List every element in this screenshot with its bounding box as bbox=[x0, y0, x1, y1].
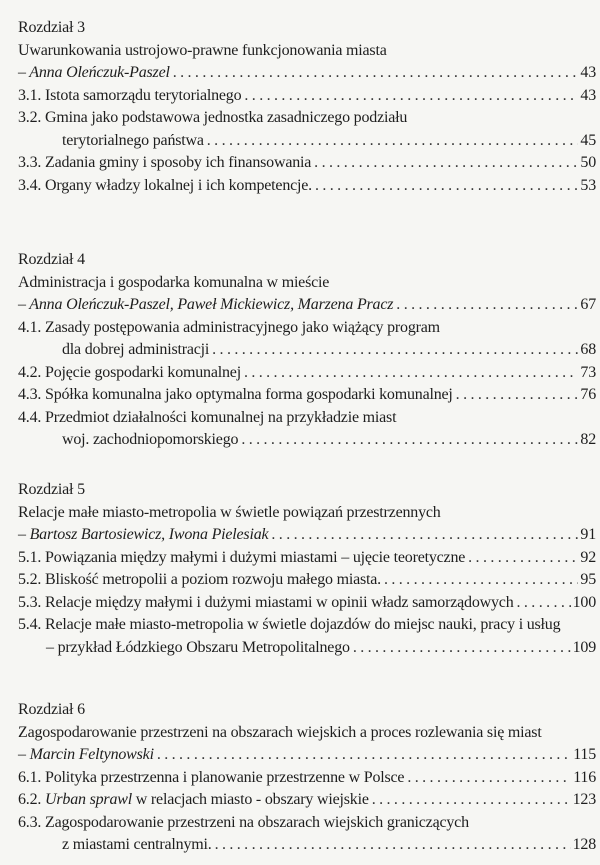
dot-leader bbox=[154, 744, 571, 767]
dot-leader bbox=[465, 547, 578, 570]
toc-entry-line bbox=[18, 614, 596, 637]
toc-entry-line bbox=[18, 569, 596, 592]
section-title: 4.2. Pojęcie gospodarki komunalnej bbox=[18, 363, 241, 381]
chapter-3 bbox=[18, 17, 596, 197]
chapter-author-row bbox=[18, 744, 596, 767]
dot-leader bbox=[393, 294, 578, 317]
chapter-title-row bbox=[18, 40, 596, 63]
dot-leader bbox=[311, 152, 578, 175]
section-title: 3.2. Gmina jako podstawowa jednostka zasadniczego podziału bbox=[18, 109, 408, 126]
section-title: 6.1. Polityka przestrzenna i planowanie przestrzenne w Polsce bbox=[18, 768, 405, 786]
section-title: woj. zachodniopomorskiego bbox=[62, 431, 239, 448]
page-number: 67 bbox=[580, 296, 596, 313]
chapter-label-row bbox=[18, 17, 596, 40]
section-title: 6.3. Zagospodarowanie przestrzeni na obszarach wiejskich graniczących bbox=[18, 813, 469, 831]
page-number: 109 bbox=[572, 638, 596, 656]
chapter-6 bbox=[18, 699, 596, 857]
chapter-author-row bbox=[18, 62, 596, 85]
page-number: 116 bbox=[573, 768, 596, 786]
dot-leader bbox=[514, 592, 571, 615]
section-title: terytorialnego państwa bbox=[62, 131, 204, 149]
section-title: 3.3. Zadania gminy i sposoby ich finansowania bbox=[18, 154, 312, 171]
section-number: 6.2. bbox=[18, 791, 46, 808]
chapter-title-row bbox=[18, 722, 596, 745]
dot-leader bbox=[350, 637, 571, 660]
page-number: 43 bbox=[580, 64, 596, 81]
dot-leader bbox=[170, 62, 579, 85]
dot-leader bbox=[238, 429, 578, 452]
dot-leader bbox=[404, 767, 571, 790]
chapter-label: Rozdział 6 bbox=[18, 701, 85, 718]
dot-leader bbox=[369, 789, 571, 812]
chapter-label: Rozdział 5 bbox=[18, 481, 85, 498]
chapter-title: Relacje małe miasto-metropolia w świetle powiązań przestrzennych bbox=[18, 503, 441, 521]
chapter-author-row bbox=[18, 294, 596, 317]
chapter-label: Rozdział 4 bbox=[18, 251, 85, 268]
toc-entry-line bbox=[18, 107, 596, 130]
section-title: 5.1. Powiązania między małymi i dużymi miastami – ujęcie teoretyczne bbox=[18, 548, 466, 566]
dot-leader bbox=[312, 175, 578, 198]
page-number: 43 bbox=[580, 86, 596, 104]
dot-leader bbox=[453, 384, 579, 407]
toc-entry-line bbox=[18, 317, 596, 340]
chapter-label-row bbox=[18, 699, 596, 722]
page-number: 45 bbox=[580, 131, 596, 149]
toc-entry-line bbox=[18, 362, 596, 385]
page-number: 92 bbox=[580, 548, 596, 566]
chapter-title: Administracja i gospodarka komunalna w mieście bbox=[18, 273, 330, 291]
chapter-author: – Bartosz Bartosiewicz, Iwona Pielesiak bbox=[18, 526, 269, 543]
section-title: 5.4. Relacje małe miasto-metropolia w świetle dojazdów do miejsc nauki, pracy i usług bbox=[18, 616, 561, 633]
toc-entry-line bbox=[18, 547, 596, 570]
chapter-title-row bbox=[18, 272, 596, 295]
section-title: 4.4. Przedmiot działalności komunalnej na przykładzie miast bbox=[18, 408, 397, 426]
chapter-label-row bbox=[18, 479, 596, 502]
dot-leader bbox=[381, 569, 578, 592]
toc-entry-line bbox=[18, 789, 596, 812]
toc-entry-line bbox=[18, 130, 596, 153]
dot-leader bbox=[268, 524, 578, 547]
section-title: 5.3. Relacje między małymi i dużymi miastami w opinii władz samorządowych bbox=[18, 593, 514, 611]
page-number: 95 bbox=[580, 571, 596, 588]
page-number: 53 bbox=[580, 176, 596, 194]
chapter-author: – Anna Oleńczuk-Paszel, Paweł Mickiewicz, Marzena Pracz bbox=[18, 296, 394, 313]
chapter-title-row bbox=[18, 502, 596, 525]
section-title: 3.1. Istota samorządu terytorialnego bbox=[18, 86, 242, 104]
page-number: 76 bbox=[580, 386, 596, 403]
section-title-italic: Urban sprawl bbox=[45, 791, 132, 808]
section-title: z miastami centralnymi. bbox=[62, 836, 212, 853]
toc-entry-line bbox=[18, 175, 596, 198]
dot-leader bbox=[241, 85, 578, 108]
chapter-author-row bbox=[18, 524, 596, 547]
section-title-text: w relacjach miasto - obszary wiejskie bbox=[131, 791, 369, 808]
toc-entry-line bbox=[18, 429, 596, 452]
toc-entry-line bbox=[18, 767, 596, 790]
page-number: 128 bbox=[572, 836, 596, 853]
toc-entry-line bbox=[18, 339, 596, 362]
page-number: 73 bbox=[580, 363, 596, 381]
chapter-title: Uwarunkowania ustrojowo-prawne funkcjonowania miasta bbox=[18, 41, 387, 59]
page-number: 115 bbox=[573, 746, 596, 763]
toc-entry-line bbox=[18, 85, 596, 108]
dot-leader bbox=[209, 339, 578, 362]
section-title bbox=[18, 789, 369, 812]
chapter-title: Zagospodarowanie przestrzeni na obszarach wiejskich a proces rozlewania się miast bbox=[18, 723, 542, 741]
section-title: 5.2. Bliskość metropolii a poziom rozwoju małego miasta. bbox=[18, 571, 381, 588]
page-number: 91 bbox=[580, 526, 596, 543]
page-number: 68 bbox=[580, 341, 596, 358]
dot-leader bbox=[204, 130, 579, 153]
chapter-label-row bbox=[18, 249, 596, 272]
section-title: 4.3. Spółka komunalna jako optymalna forma gospodarki komunalnej bbox=[18, 386, 453, 403]
section-title: dla dobrej administracji bbox=[62, 341, 210, 358]
toc-entry-line bbox=[18, 592, 596, 615]
page-number: 82 bbox=[580, 431, 596, 448]
toc-entry-line bbox=[18, 407, 596, 430]
section-title: – przykład Łódzkiego Obszaru Metropolitalnego bbox=[46, 638, 350, 656]
chapter-author: – Marcin Feltynowski bbox=[18, 746, 154, 763]
section-title: 4.1. Zasady postępowania administracyjnego jako wiążący program bbox=[18, 318, 440, 336]
page-number: 123 bbox=[572, 791, 596, 808]
chapter-4 bbox=[18, 249, 596, 452]
page-number: 100 bbox=[572, 593, 596, 611]
dot-leader bbox=[212, 834, 571, 857]
chapter-5 bbox=[18, 479, 596, 659]
page-number: 50 bbox=[580, 154, 596, 171]
dot-leader bbox=[241, 362, 578, 385]
toc-entry-line bbox=[18, 812, 596, 835]
toc-entry-line bbox=[18, 637, 596, 660]
toc-entry-line bbox=[18, 152, 596, 175]
toc-entry-line bbox=[18, 834, 596, 857]
chapter-label: Rozdział 3 bbox=[18, 19, 85, 36]
chapter-author: – Anna Oleńczuk-Paszel bbox=[18, 64, 170, 81]
toc-entry-line bbox=[18, 384, 596, 407]
section-title: 3.4. Organy władzy lokalnej i ich kompetencje. bbox=[18, 176, 312, 194]
